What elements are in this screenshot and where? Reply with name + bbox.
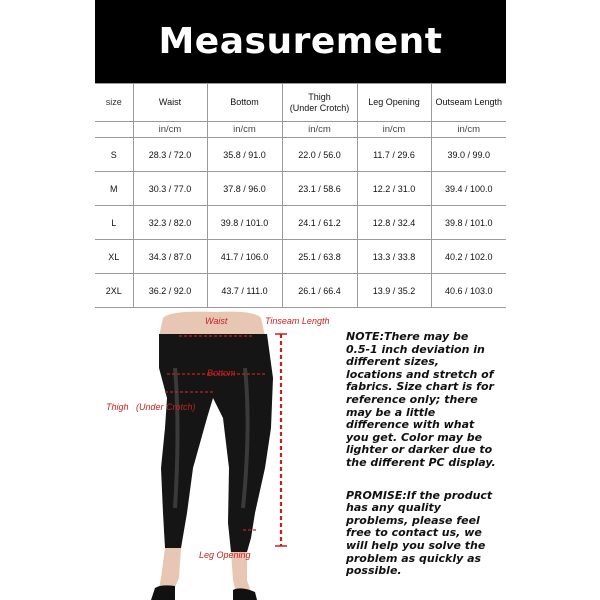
measurement-cell: 43.7 / 111.0	[207, 274, 282, 308]
size-cell: 2XL	[95, 274, 133, 308]
measurement-cell: 40.6 / 103.0	[431, 274, 506, 308]
column-header: Outseam Length	[431, 84, 506, 122]
measurement-cell: 11.7 / 29.6	[357, 138, 431, 172]
table-row	[95, 240, 506, 274]
measurement-cell: 24.1 / 61.2	[282, 206, 357, 240]
title-banner	[95, 0, 506, 83]
unit-cell: in/cm	[133, 122, 207, 138]
column-header: Thigh (Under Crotch)	[282, 84, 357, 122]
measurement-cell: 28.3 / 72.0	[133, 138, 207, 172]
table-row	[95, 206, 506, 240]
size-cell: XL	[95, 240, 133, 274]
table-row	[95, 138, 506, 172]
size-cell: M	[95, 172, 133, 206]
measurement-cell: 37.8 / 96.0	[207, 172, 282, 206]
measurement-cell: 25.1 / 63.8	[282, 240, 357, 274]
right-shoe	[233, 588, 257, 600]
thigh-label: Thigh (Under Crotch)	[106, 402, 196, 412]
table-row	[95, 172, 506, 206]
left-shoe	[151, 585, 175, 600]
measurement-cell: 13.3 / 33.8	[357, 240, 431, 274]
measurement-cell: 40.2 / 102.0	[431, 240, 506, 274]
unit-cell: in/cm	[431, 122, 506, 138]
unit-cell: in/cm	[207, 122, 282, 138]
size-cell: L	[95, 206, 133, 240]
table-row	[95, 274, 506, 308]
measurement-cell: 39.4 / 100.0	[431, 172, 506, 206]
promise-text: PROMISE:If the product has any quality problems, please feel free to contact us, we will help you solve the problem as quickly as possible.	[346, 488, 493, 578]
bottom-label: Bottom	[207, 368, 236, 378]
note-text: NOTE:There may be 0.5-1 inch deviation in different sizes, locations and stretch of fabrics. Size chart is for reference only; there may be a little difference with what you get. Color may be lighter or darker due to the different PC display.	[346, 330, 496, 469]
measurement-cell: 32.3 / 82.0	[133, 206, 207, 240]
measurement-cell: 34.3 / 87.0	[133, 240, 207, 274]
measurement-cell: 23.1 / 58.6	[282, 172, 357, 206]
tinseam-label: Tinseam Length	[265, 316, 330, 326]
measurement-cell: 41.7 / 106.0	[207, 240, 282, 274]
size-cell: S	[95, 138, 133, 172]
page-title: Measurement	[158, 21, 443, 62]
measurement-cell: 35.8 / 91.0	[207, 138, 282, 172]
notes-block	[346, 331, 496, 578]
measurement-cell: 39.0 / 99.0	[431, 138, 506, 172]
measurement-cell: 13.9 / 35.2	[357, 274, 431, 308]
unit-cell: in/cm	[282, 122, 357, 138]
unit-blank	[95, 122, 133, 138]
size-chart-table	[95, 83, 506, 308]
waist-label: Waist	[205, 316, 228, 326]
size-header: size	[95, 84, 133, 122]
column-header: Waist	[133, 84, 207, 122]
measurement-cell: 36.2 / 92.0	[133, 274, 207, 308]
column-header: Leg Opening	[357, 84, 431, 122]
measurement-cell: 22.0 / 56.0	[282, 138, 357, 172]
measurement-cell: 26.1 / 66.4	[282, 274, 357, 308]
column-header: Bottom	[207, 84, 282, 122]
unit-cell: in/cm	[357, 122, 431, 138]
measurement-cell: 12.2 / 31.0	[357, 172, 431, 206]
measurement-cell: 12.8 / 32.4	[357, 206, 431, 240]
measurement-cell: 39.8 / 101.0	[431, 206, 506, 240]
measurement-cell: 39.8 / 101.0	[207, 206, 282, 240]
pants-diagram	[95, 308, 345, 600]
leg-opening-label: Leg Opening	[199, 550, 251, 560]
measurement-cell: 30.3 / 77.0	[133, 172, 207, 206]
